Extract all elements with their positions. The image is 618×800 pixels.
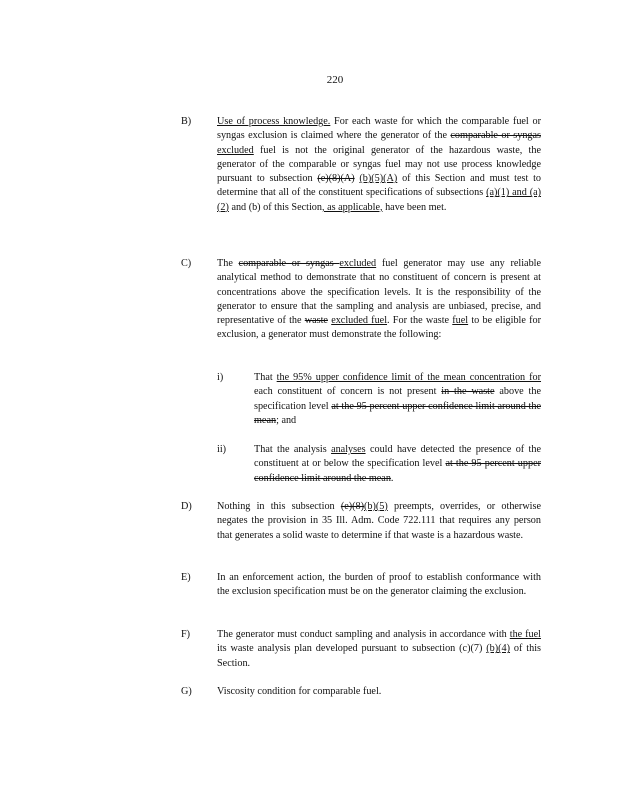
- deleted-text: comparable or syngas: [238, 258, 340, 269]
- paragraph-g-label: G): [181, 686, 192, 697]
- inserted-text: , as applicable,: [321, 201, 383, 213]
- body-text: The generator must conduct sampling and analysis in accordance with: [217, 629, 510, 640]
- inserted-text: excluded fuel: [331, 315, 388, 327]
- deleted-text: at the 95 percent upper confidence limit around the mean: [254, 400, 541, 426]
- deleted-text: (e)(8): [340, 501, 365, 512]
- subparagraph-c-ii-label: ii): [217, 444, 227, 455]
- body-text: above the specification level: [254, 386, 541, 412]
- paragraph-e-label: E): [181, 572, 191, 583]
- body-text: and (b) of this Section: [228, 201, 322, 213]
- subparagraph-c-i-label: i): [217, 372, 224, 383]
- inserted-text: (b)(5): [364, 501, 388, 512]
- page-number: 220: [326, 74, 344, 86]
- paragraph-g-text: Viscosity condition for comparable fuel.: [217, 686, 382, 697]
- body-text: to be eligible for exclusion, a generator must demonstrate the following:: [217, 315, 541, 341]
- body-text: The: [217, 258, 239, 269]
- inserted-text: fuel: [452, 315, 469, 327]
- deleted-text: at the 95 percent upper confidence limit around the mean: [254, 458, 541, 484]
- deleted-text: waste: [304, 315, 328, 327]
- paragraph-c-label: C): [181, 258, 192, 269]
- body-text: Nothing in this subsection: [217, 501, 341, 512]
- deleted-text: (e)(8)(A): [317, 173, 355, 185]
- paragraph-e-text: In an enforcement action, the burden of proof to establish conformance with the exclusion specification must be on the generator claiming the exclusion.: [217, 572, 541, 598]
- paragraph-c-text: [217, 257, 541, 343]
- body-text: That the analysis: [254, 444, 332, 455]
- paragraph-d-text: [217, 500, 541, 543]
- body-text: each constituent of concern is not present: [254, 386, 442, 398]
- paragraph-f-text: [217, 628, 541, 671]
- body-text: have been met.: [382, 201, 447, 213]
- body-text: ; and: [276, 414, 297, 426]
- body-text: of this Section.: [217, 643, 541, 669]
- paragraph-f-label: F): [181, 629, 191, 640]
- body-text: fuel generator may use any reliable analytical method to demonstrate that no constituent of concern is present at concentrations above the specification levels. It is the responsibility of the generator to ensure that the sampling and analysis are unbiased, precise, and representative of the: [217, 258, 542, 327]
- subparagraph-c-i-text: [254, 371, 541, 428]
- inserted-text: Use of process knowledge.: [217, 116, 331, 127]
- subparagraph-c-ii-text: [254, 443, 541, 486]
- deleted-text: comparable or syngas: [450, 130, 541, 142]
- inserted-text: excluded: [217, 144, 254, 156]
- inserted-text: (b)(5)(A): [359, 173, 398, 185]
- paragraph-b-text: [217, 115, 541, 215]
- inserted-text: (a)(1) and (a)(2): [217, 187, 542, 213]
- paragraph-d-label: D): [181, 501, 192, 512]
- deleted-text: in the waste: [441, 386, 495, 398]
- body-text: .: [390, 472, 394, 484]
- body-text: For each waste for which the comparable fuel or syngas exclusion is claimed where the generator of the: [217, 116, 541, 142]
- inserted-text: analyses: [331, 444, 366, 455]
- paragraph-b-label: B): [181, 116, 192, 127]
- body-text: could have detected the presence of the constituent at or below the specification level: [254, 444, 542, 470]
- inserted-text: excluded: [339, 258, 377, 269]
- inserted-text: the 95% upper confidence limit of the mean concentration for: [276, 372, 542, 383]
- body-text: preempts, overrides, or otherwise negates the provision in 35 Ill. Adm. Code 722.111 that requires any person that generates a solid waste to determine if that waste is a hazardous waste.: [217, 501, 541, 541]
- inserted-text: the fuel: [509, 629, 541, 640]
- body-text: fuel is not the original generator of the hazardous waste, the generator of the comparable or syngas fuel may not use process knowledge pursuant to subsection: [217, 144, 541, 185]
- body-text: of this Section and must test to determine that all of the constituent specifications of subsections: [217, 173, 541, 199]
- body-text: . For the waste: [387, 315, 453, 327]
- body-text: That: [254, 372, 277, 383]
- body-text: its waste analysis plan developed pursuant to subsection (c)(7): [217, 643, 487, 655]
- inserted-text: (b)(4): [486, 643, 511, 655]
